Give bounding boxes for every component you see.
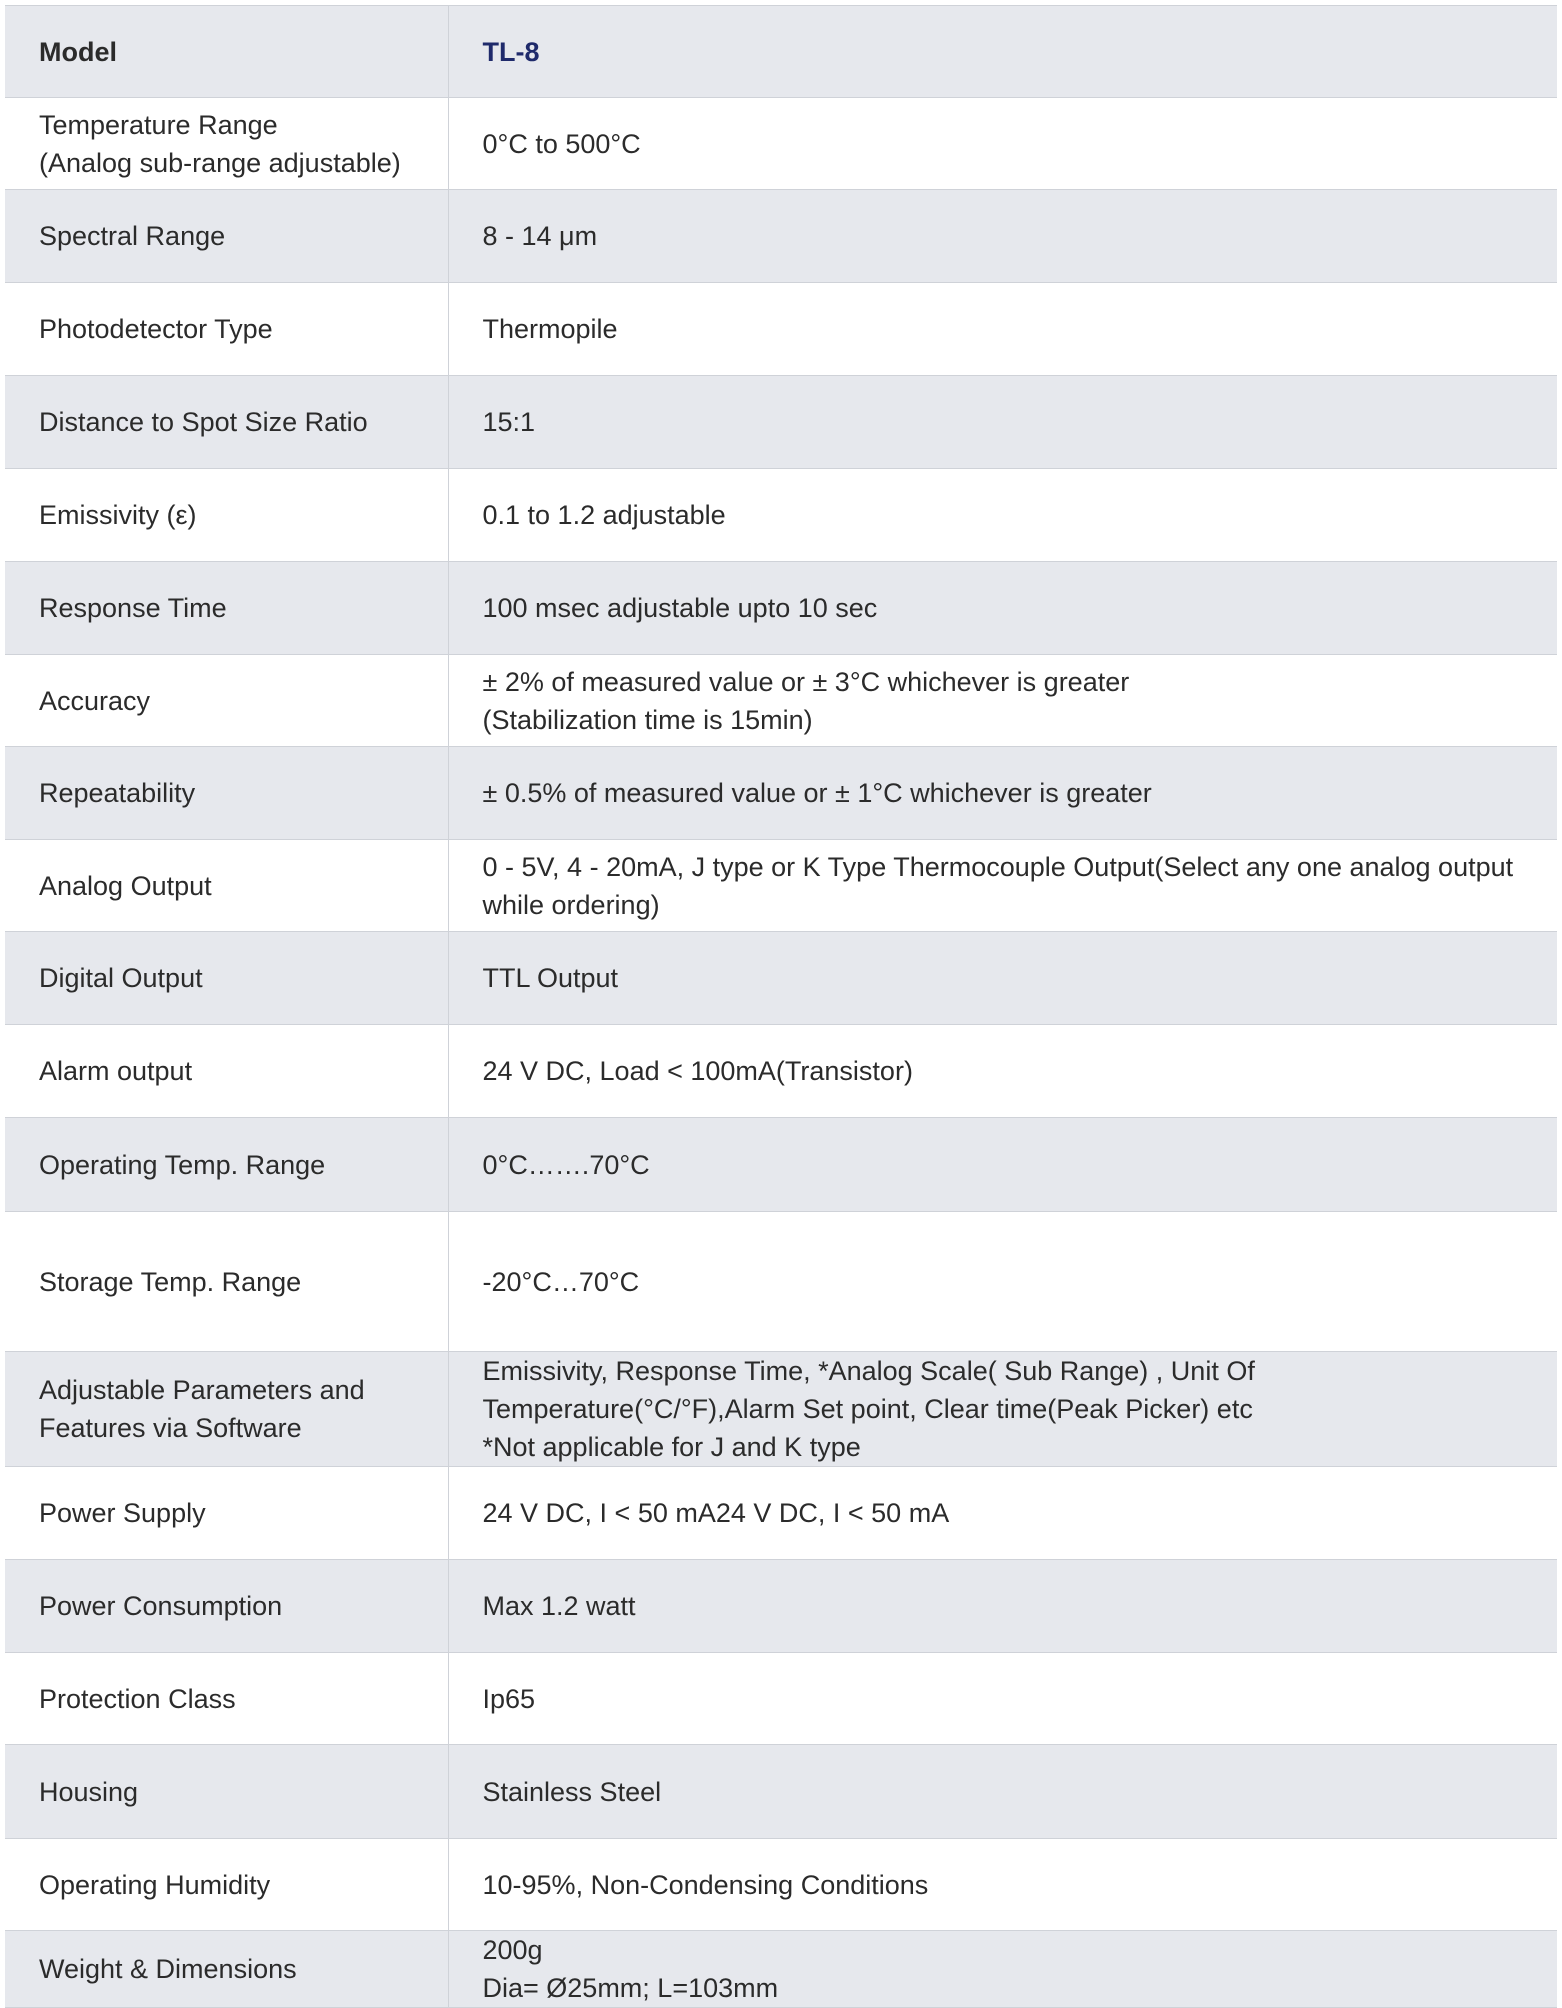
spec-value-line: 15:1 — [482, 407, 536, 437]
spec-table-body — [5, 6, 1557, 2008]
spec-value — [448, 376, 1557, 469]
model-label: Model — [5, 6, 448, 98]
table-row — [5, 1118, 1557, 1212]
spec-label-line: Power Consumption — [39, 1591, 283, 1621]
spec-value — [448, 283, 1557, 376]
spec-value — [448, 1212, 1557, 1352]
spec-value-line: (Stabilization time is 15min) — [482, 704, 813, 735]
spec-value-line: 0 - 5V, 4 - 20mA, J type or K Type Thermocouple Output(Select any one analog output — [482, 851, 1514, 882]
spec-value — [448, 1352, 1557, 1467]
spec-label-line: Emissivity (ε) — [39, 500, 197, 530]
spec-value — [448, 1025, 1557, 1118]
spec-label — [5, 283, 448, 376]
spec-value-line: -20°C…70°C — [482, 1266, 640, 1297]
table-row — [5, 655, 1557, 747]
spec-label-line: Adjustable Parameters and — [39, 1375, 365, 1405]
spec-label — [5, 1839, 448, 1931]
spec-label — [5, 1118, 448, 1212]
table-row — [5, 98, 1557, 190]
spec-value — [448, 562, 1557, 655]
spec-value-line: Dia= Ø25mm; L=103mm — [482, 1973, 779, 2003]
table-row — [5, 1653, 1557, 1745]
spec-value-line: Emissivity, Response Time, *Analog Scale( Sub Range) , Unit Of — [482, 1356, 1255, 1386]
spec-label — [5, 376, 448, 469]
spec-label-line: Analog Output — [39, 870, 212, 901]
table-row — [5, 1467, 1557, 1560]
spec-value-line: 24 V DC, Load < 100mA(Transistor) — [482, 1056, 913, 1086]
table-row — [5, 469, 1557, 562]
spec-label-line: Protection Class — [39, 1683, 236, 1714]
spec-value-line: 0°C to 500°C — [482, 128, 641, 159]
spec-label-line: Operating Humidity — [39, 1869, 271, 1900]
table-row — [5, 1745, 1557, 1839]
table-row — [5, 1931, 1557, 2008]
spec-label — [5, 1352, 448, 1467]
spec-value — [448, 1931, 1557, 2008]
model-value: TL-8 — [448, 6, 1557, 98]
spec-label — [5, 1745, 448, 1839]
spec-label — [5, 1653, 448, 1745]
spec-value — [448, 747, 1557, 840]
spec-label — [5, 1560, 448, 1653]
spec-label-line: Temperature Range — [39, 109, 278, 140]
spec-label-line: Digital Output — [39, 963, 203, 993]
spec-value — [448, 98, 1557, 190]
spec-value-line: 8 - 14 μm — [482, 221, 598, 251]
spec-value-line: Thermopile — [482, 314, 618, 344]
spec-label-line: Housing — [39, 1776, 139, 1807]
spec-label-line: Accuracy — [39, 685, 151, 716]
spec-value-line: 0°C…….70°C — [482, 1149, 650, 1180]
spec-label-line: Features via Software — [39, 1413, 302, 1443]
table-row — [5, 1352, 1557, 1467]
spec-value-line: *Not applicable for J and K type — [482, 1432, 861, 1462]
spec-value — [448, 190, 1557, 283]
spec-label-line: Storage Temp. Range — [39, 1266, 302, 1297]
spec-value — [448, 1560, 1557, 1653]
spec-label — [5, 932, 448, 1025]
spec-label-line: Spectral Range — [39, 221, 226, 251]
spec-label — [5, 655, 448, 747]
table-row — [5, 190, 1557, 283]
table-row — [5, 747, 1557, 840]
spec-value — [448, 1467, 1557, 1560]
table-row — [5, 376, 1557, 469]
spec-value-line: Temperature(°C/°F),Alarm Set point, Clear time(Peak Picker) etc — [482, 1394, 1253, 1424]
table-row — [5, 283, 1557, 376]
spec-label-line: Power Supply — [39, 1498, 206, 1528]
table-row — [5, 1212, 1557, 1352]
spec-value — [448, 1839, 1557, 1931]
spec-value-line: 200g — [482, 1935, 543, 1965]
spec-value-line: ± 0.5% of measured value or ± 1°C whichever is greater — [482, 778, 1152, 808]
spec-value — [448, 1118, 1557, 1212]
spec-value-line: Stainless Steel — [482, 1776, 662, 1807]
spec-label-line: Repeatability — [39, 778, 196, 808]
spec-table — [5, 5, 1557, 2008]
spec-label-line: Weight & Dimensions — [39, 1954, 297, 1984]
spec-label-line: (Analog sub-range adjustable) — [39, 147, 401, 178]
spec-label — [5, 840, 448, 932]
spec-label — [5, 1467, 448, 1560]
spec-label — [5, 190, 448, 283]
spec-label-line: Operating Temp. Range — [39, 1149, 326, 1180]
spec-label — [5, 469, 448, 562]
spec-value-line: 0.1 to 1.2 adjustable — [482, 500, 726, 530]
table-row — [5, 562, 1557, 655]
table-row — [5, 1560, 1557, 1653]
spec-label — [5, 1212, 448, 1352]
table-row — [5, 1025, 1557, 1118]
spec-value-line: TTL Output — [482, 963, 619, 993]
spec-label — [5, 562, 448, 655]
spec-label-line: Alarm output — [39, 1056, 193, 1086]
table-header-row — [5, 6, 1557, 98]
spec-value-line: ± 2% of measured value or ± 3°C whichever is greater — [482, 666, 1130, 697]
spec-value — [448, 932, 1557, 1025]
spec-value — [448, 1745, 1557, 1839]
spec-label-line: Response Time — [39, 593, 227, 623]
table-row — [5, 840, 1557, 932]
spec-value-line: 10-95%, Non-Condensing Conditions — [482, 1869, 929, 1900]
spec-label — [5, 98, 448, 190]
table-row — [5, 932, 1557, 1025]
spec-label-line: Distance to Spot Size Ratio — [39, 407, 368, 437]
spec-label — [5, 1025, 448, 1118]
table-row — [5, 1839, 1557, 1931]
spec-value — [448, 469, 1557, 562]
spec-label — [5, 1931, 448, 2008]
spec-value — [448, 655, 1557, 747]
spec-label — [5, 747, 448, 840]
spec-value-line: 24 V DC, I < 50 mA24 V DC, I < 50 mA — [482, 1498, 950, 1528]
spec-value — [448, 1653, 1557, 1745]
spec-label-line: Photodetector Type — [39, 314, 273, 344]
spec-value-line: 100 msec adjustable upto 10 sec — [482, 593, 878, 623]
spec-value — [448, 840, 1557, 932]
spec-value-line: Max 1.2 watt — [482, 1591, 636, 1621]
spec-value-line: Ip65 — [482, 1683, 536, 1714]
spec-value-line: while ordering) — [482, 889, 660, 920]
